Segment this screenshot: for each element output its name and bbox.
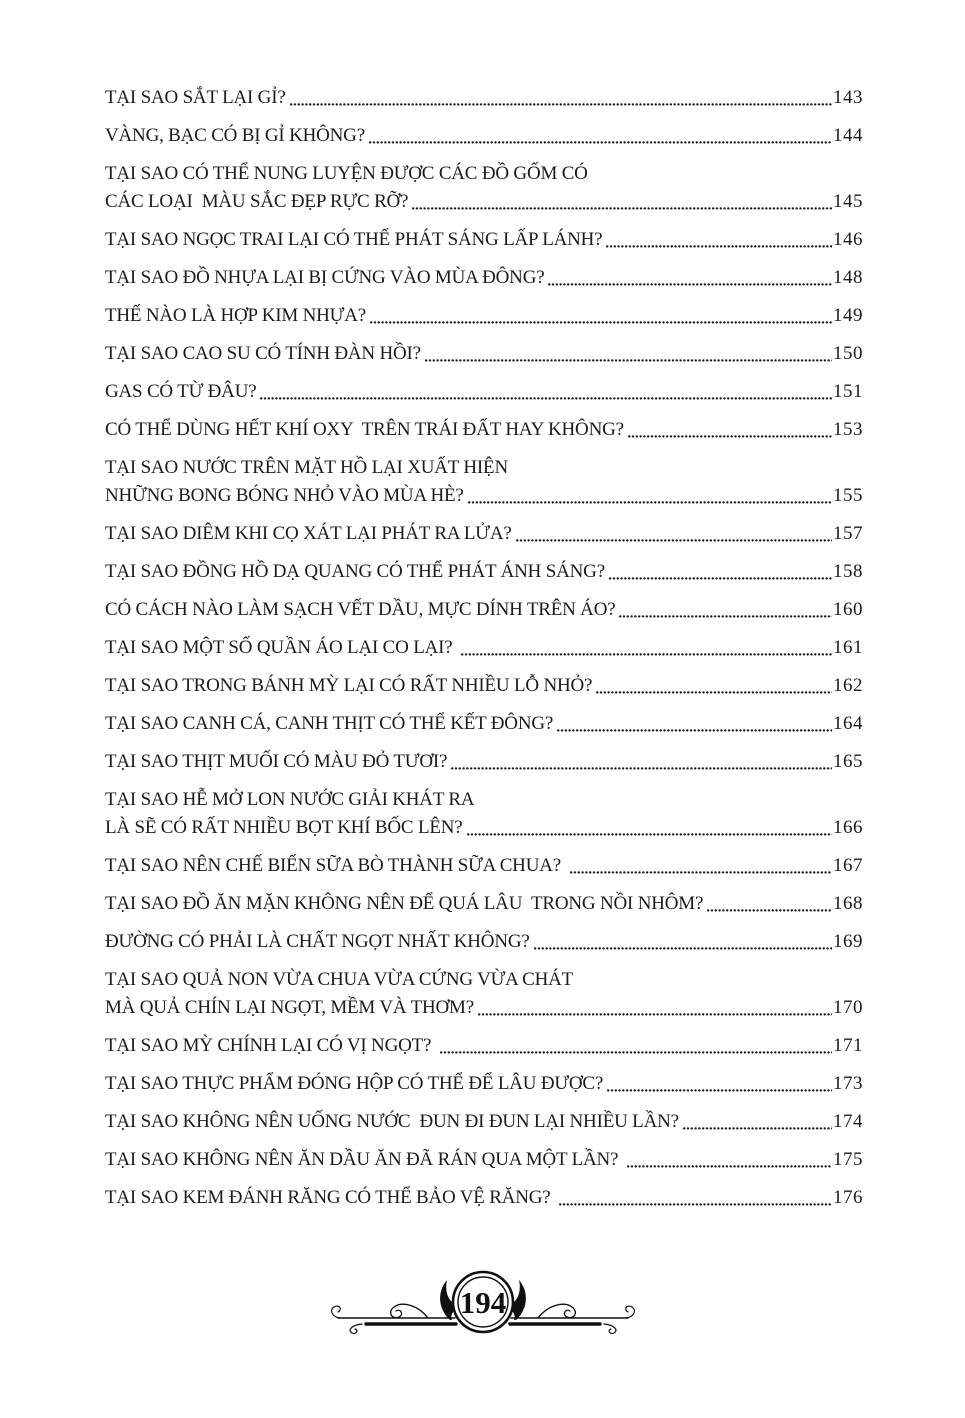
toc-entry-title: TẠI SAO NƯỚC TRÊN MẶT HỒ LẠI XUẤT HIỆN xyxy=(105,457,508,478)
toc-entry-line xyxy=(105,1032,863,1060)
toc-entry-page-number: 150 xyxy=(833,343,863,364)
toc-entry-title: TẠI SAO THỊT MUỐI CÓ MÀU ĐỎ TƯƠI? xyxy=(105,751,448,772)
toc-entry xyxy=(105,558,863,586)
dotted-leader xyxy=(606,245,832,248)
dotted-leader xyxy=(478,1013,832,1016)
dotted-leader xyxy=(534,947,832,950)
toc-entry-line xyxy=(105,454,863,482)
toc-entry-page-number: 166 xyxy=(833,817,863,838)
toc-entry-line xyxy=(105,84,863,112)
dotted-leader xyxy=(440,1051,832,1054)
toc-entry-page-number: 143 xyxy=(833,87,863,108)
toc-entry-page-number: 160 xyxy=(833,599,863,620)
dotted-leader xyxy=(570,871,832,874)
toc-entry-line xyxy=(105,786,863,814)
toc-entry xyxy=(105,226,863,254)
dotted-leader xyxy=(516,539,832,542)
dotted-leader xyxy=(451,767,832,770)
toc-entry-line xyxy=(105,634,863,662)
toc-entry-title: CÓ CÁCH NÀO LÀM SẠCH VẾT DẦU, MỰC DÍNH TRÊN ÁO? xyxy=(105,599,616,620)
toc-entry-line xyxy=(105,558,863,586)
toc-entry-title: TẠI SAO ĐỒ NHỰA LẠI BỊ CỨNG VÀO MÙA ĐÔNG? xyxy=(105,267,545,288)
toc-entry-line xyxy=(105,264,863,292)
toc-entry-title: TẠI SAO KHÔNG NÊN UỐNG NƯỚC ĐUN ĐI ĐUN LẠI NHIỀU LẦN? xyxy=(105,1111,679,1132)
toc-entry-title: TẠI SAO TRONG BÁNH MỲ LẠI CÓ RẤT NHIỀU LỖ NHỎ? xyxy=(105,675,593,696)
toc-entry xyxy=(105,340,863,368)
toc-entry-line xyxy=(105,482,863,510)
toc-entry-title: TẠI SAO KHÔNG NÊN ĂN DẦU ĂN ĐÃ RÁN QUA MỘT LẦN? xyxy=(105,1149,623,1170)
toc-entry-title: VÀNG, BẠC CÓ BỊ GỈ KHÔNG? xyxy=(105,125,365,146)
toc-entry xyxy=(105,416,863,444)
toc-entry-line xyxy=(105,928,863,956)
toc-entry-line xyxy=(105,340,863,368)
dotted-leader xyxy=(468,501,832,504)
toc-entry-title: CÁC LOẠI MÀU SẮC ĐẸP RỰC RỠ? xyxy=(105,191,409,212)
dotted-leader xyxy=(707,909,832,912)
footer-flourish-ornament-icon xyxy=(328,1258,638,1354)
dotted-leader xyxy=(370,321,832,324)
dotted-leader xyxy=(290,103,832,106)
toc-entry xyxy=(105,928,863,956)
toc-entry-line xyxy=(105,160,863,188)
toc-entry-line xyxy=(105,378,863,406)
toc-entry-page-number: 151 xyxy=(833,381,863,402)
toc-entry-title: THẾ NÀO LÀ HỢP KIM NHỰA? xyxy=(105,305,366,326)
toc-entry-line xyxy=(105,1184,863,1212)
toc-entry-title: TẠI SAO DIÊM KHI CỌ XÁT LẠI PHÁT RA LỬA? xyxy=(105,523,512,544)
toc-entry xyxy=(105,596,863,624)
dotted-leader xyxy=(425,359,832,362)
toc-entry xyxy=(105,1070,863,1098)
toc-entry-title: TẠI SAO KEM ĐÁNH RĂNG CÓ THỂ BẢO VỆ RĂNG? xyxy=(105,1187,556,1208)
toc-entry xyxy=(105,710,863,738)
toc-entry-title: TẠI SAO ĐỒ ĂN MẶN KHÔNG NÊN ĐỂ QUÁ LÂU TRONG NỒI NHÔM? xyxy=(105,893,704,914)
toc-entry-line xyxy=(105,188,863,216)
toc-entry xyxy=(105,302,863,330)
toc-entry xyxy=(105,748,863,776)
toc-entry-page-number: 167 xyxy=(833,855,863,876)
toc-entry-page-number: 173 xyxy=(833,1073,863,1094)
toc-entry-line xyxy=(105,672,863,700)
toc-entry-page-number: 155 xyxy=(833,485,863,506)
toc-entry-line xyxy=(105,416,863,444)
toc-entry-line xyxy=(105,520,863,548)
toc-entry-page-number: 161 xyxy=(833,637,863,658)
dotted-leader xyxy=(557,729,832,732)
toc-entry-line xyxy=(105,994,863,1022)
toc-entry-line xyxy=(105,1146,863,1174)
toc-entry-title: TẠI SAO QUẢ NON VỪA CHUA VỪA CỨNG VỪA CHÁT xyxy=(105,969,574,990)
dotted-leader xyxy=(548,283,832,286)
dotted-leader xyxy=(609,577,832,580)
toc-entry-page-number: 164 xyxy=(833,713,863,734)
dotted-leader xyxy=(412,207,832,210)
dotted-leader xyxy=(683,1127,832,1130)
toc-entry xyxy=(105,378,863,406)
toc-entry-page-number: 176 xyxy=(833,1187,863,1208)
toc-entry-line xyxy=(105,1070,863,1098)
toc-entry xyxy=(105,634,863,662)
toc-entry-title: ĐƯỜNG CÓ PHẢI LÀ CHẤT NGỌT NHẤT KHÔNG? xyxy=(105,931,530,952)
dotted-leader xyxy=(461,653,832,656)
toc-entry xyxy=(105,122,863,150)
toc-entry xyxy=(105,1184,863,1212)
toc-entry-line xyxy=(105,852,863,880)
toc-entry-page-number: 144 xyxy=(833,125,863,146)
dotted-leader xyxy=(627,1165,832,1168)
toc-entry-page-number: 171 xyxy=(833,1035,863,1056)
toc-entry-line xyxy=(105,748,863,776)
toc-entry-title: TẠI SAO MỘT SỐ QUẦN ÁO LẠI CO LẠI? xyxy=(105,637,458,658)
toc-entry xyxy=(105,966,863,1022)
toc-entry-title: TẠI SAO THỰC PHẨM ĐÓNG HỘP CÓ THỂ ĐỂ LÂU ĐƯỢC? xyxy=(105,1073,604,1094)
toc-entry-title: TẠI SAO CAO SU CÓ TÍNH ĐÀN HỒI? xyxy=(105,343,421,364)
toc-entry-page-number: 146 xyxy=(833,229,863,250)
toc-entry-title: TẠI SAO CANH CÁ, CANH THỊT CÓ THỂ KẾT ĐÔNG? xyxy=(105,713,554,734)
toc-entry-page-number: 148 xyxy=(833,267,863,288)
toc-entry-page-number: 153 xyxy=(833,419,863,440)
toc-entry-title: MÀ QUẢ CHÍN LẠI NGỌT, MỀM VÀ THƠM? xyxy=(105,997,474,1018)
toc-entry-page-number: 169 xyxy=(833,931,863,952)
page-footer xyxy=(0,1258,965,1354)
toc-entry xyxy=(105,1032,863,1060)
toc-entry xyxy=(105,160,863,216)
toc-entry-line xyxy=(105,966,863,994)
toc-entry-line xyxy=(105,302,863,330)
toc-entry-line xyxy=(105,226,863,254)
toc-entry xyxy=(105,672,863,700)
toc-entry-title: CÓ THỂ DÙNG HẾT KHÍ OXY TRÊN TRÁI ĐẤT HAY KHÔNG? xyxy=(105,419,624,440)
toc-entry xyxy=(105,264,863,292)
page-number: 194 xyxy=(459,1285,506,1320)
toc-entry xyxy=(105,852,863,880)
toc-entry xyxy=(105,786,863,842)
toc-entry-title: TẠI SAO NÊN CHẾ BIẾN SỮA BÒ THÀNH SỮA CHUA? xyxy=(105,855,566,876)
toc-entry-page-number: 145 xyxy=(833,191,863,212)
toc-entry-page-number: 174 xyxy=(833,1111,863,1132)
toc-entry-line xyxy=(105,814,863,842)
toc-entry xyxy=(105,1146,863,1174)
dotted-leader xyxy=(628,435,832,438)
toc-entry-page-number: 168 xyxy=(833,893,863,914)
toc-entry xyxy=(105,520,863,548)
toc-entry-title: TẠI SAO CÓ THỂ NUNG LUYỆN ĐƯỢC CÁC ĐỒ GỐM CÓ xyxy=(105,163,588,184)
toc-entry-title: TẠI SAO HỄ MỞ LON NƯỚC GIẢI KHÁT RA xyxy=(105,789,475,810)
dotted-leader xyxy=(607,1089,832,1092)
toc-entry-line xyxy=(105,1108,863,1136)
toc-entry xyxy=(105,84,863,112)
toc-entry-title: TẠI SAO ĐỒNG HỒ DẠ QUANG CÓ THỂ PHÁT ÁNH SÁNG? xyxy=(105,561,605,582)
dotted-leader xyxy=(369,141,832,144)
toc-list xyxy=(105,84,863,1212)
toc-entry-page-number: 149 xyxy=(833,305,863,326)
toc-entry xyxy=(105,890,863,918)
toc-entry-title: LÀ SẼ CÓ RẤT NHIỀU BỌT KHÍ BỐC LÊN? xyxy=(105,817,463,838)
toc-entry-line xyxy=(105,890,863,918)
toc-entry xyxy=(105,1108,863,1136)
toc-entry-page-number: 165 xyxy=(833,751,863,772)
toc-entry-title: TẠI SAO SẮT LẠI GỈ? xyxy=(105,87,286,108)
toc-entry-title: NHỮNG BONG BÓNG NHỎ VÀO MÙA HÈ? xyxy=(105,485,464,506)
toc-entry-page-number: 158 xyxy=(833,561,863,582)
toc-entry-title: TẠI SAO MỲ CHÍNH LẠI CÓ VỊ NGỌT? xyxy=(105,1035,436,1056)
dotted-leader xyxy=(559,1203,832,1206)
dotted-leader xyxy=(467,833,832,836)
dotted-leader xyxy=(596,691,832,694)
toc-entry-title: GAS CÓ TỪ ĐÂU? xyxy=(105,381,257,402)
toc-entry-page-number: 157 xyxy=(833,523,863,544)
toc-entry-line xyxy=(105,122,863,150)
toc-entry-page-number: 175 xyxy=(833,1149,863,1170)
toc-entry-line xyxy=(105,596,863,624)
toc-entry-title: TẠI SAO NGỌC TRAI LẠI CÓ THỂ PHÁT SÁNG LẤP LÁNH? xyxy=(105,229,603,250)
dotted-leader xyxy=(260,397,832,400)
toc-entry-page-number: 162 xyxy=(833,675,863,696)
toc-entry-page-number: 170 xyxy=(833,997,863,1018)
dotted-leader xyxy=(619,615,832,618)
toc-entry-line xyxy=(105,710,863,738)
toc-entry xyxy=(105,454,863,510)
